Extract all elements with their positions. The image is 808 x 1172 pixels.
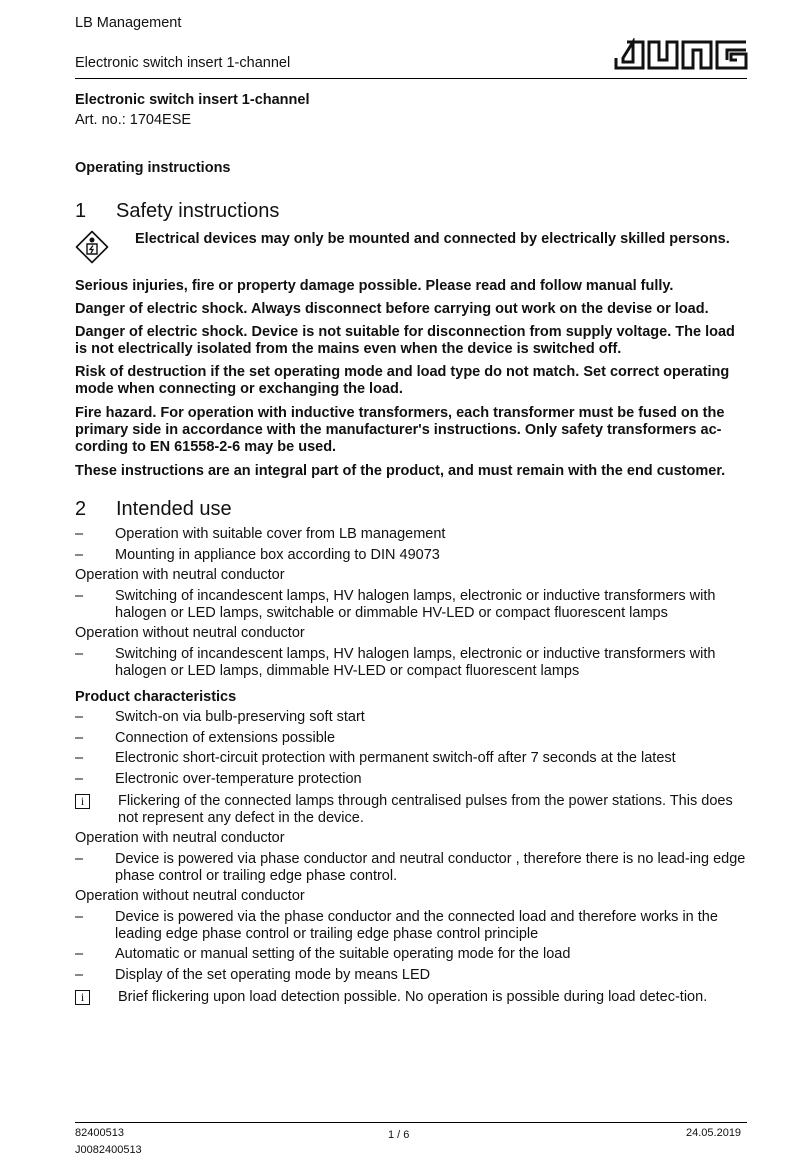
info-icon: i bbox=[75, 990, 90, 1005]
header-subtitle: Electronic switch insert 1-channel bbox=[75, 55, 291, 71]
safety-paragraph-2: Danger of electric shock. Always disconnect before carrying out work on the devise or load. bbox=[75, 301, 709, 317]
footer-date: 24.05.2019 bbox=[686, 1127, 742, 1139]
header-rule bbox=[75, 78, 747, 79]
logo-text: JUNG bbox=[613, 38, 616, 39]
subheading-with-neutral-2: Operation with neutral conductor bbox=[75, 830, 285, 846]
safety-paragraph-5: Fire hazard. For operation with inductive transformers, each transformer must be fused on the primary side in accordance with the manufacturer's instructions. Only safety transformers ac-cording to EN 61558-2-6 may be used. bbox=[75, 405, 725, 455]
footer-rule bbox=[75, 1122, 747, 1123]
section-1-heading bbox=[75, 200, 279, 223]
section-2-heading bbox=[75, 498, 232, 521]
list-item: – Switching of incandescent lamps, HV halogen lamps, electronic or inductive transformers with halogen or LED lamps, switchable or dimmable HV-LED or compact fluorescent lamps bbox=[75, 587, 716, 621]
jung-logo bbox=[613, 38, 749, 72]
product-characteristics-heading: Product characteristics bbox=[75, 688, 237, 705]
list-item: – Electronic short-circuit protection with permanent switch-off after 7 seconds at the latest bbox=[75, 750, 676, 766]
list-item: – Device is powered via phase conductor and neutral conductor , therefore there is no lead-ing edge phase control or trailing edge phase control. bbox=[75, 850, 746, 884]
article-number: Art. no.: 1704ESE bbox=[75, 112, 192, 128]
info-note-1: i Flickering of the connected lamps through centralised pulses from the power stations. This does not represent any defect in the device. bbox=[75, 793, 755, 827]
list-item: – Switch-on via bulb-preserving soft start bbox=[75, 709, 365, 725]
list-item: – Electronic over-temperature protection bbox=[75, 770, 362, 787]
safety-paragraph-4: Risk of destruction if the set operating mode and load type do not match. Set correct operating mode when connecting or exchanging the load. bbox=[75, 364, 730, 397]
footer-code-1: 82400513 bbox=[75, 1127, 124, 1139]
subheading-without-neutral: Operation without neutral conductor bbox=[75, 625, 305, 641]
safety-paragraph-3: Danger of electric shock. Device is not suitable for disconnection from supply voltage. The load is not electrically isolated from the mains even when the device is switched off. bbox=[75, 324, 735, 357]
list-item: – Display of the set operating mode by means LED bbox=[75, 966, 431, 983]
safety-paragraph-6: These instructions are an integral part of the product, and must remain with the end customer. bbox=[75, 463, 726, 479]
list-item: – Mounting in appliance box according to DIN 49073 bbox=[75, 546, 440, 563]
list-item: – Connection of extensions possible bbox=[75, 729, 336, 746]
electrician-warning-icon bbox=[75, 230, 109, 264]
section-1-number: 1 bbox=[75, 200, 87, 222]
operating-instructions: Operating instructions bbox=[75, 160, 231, 176]
subheading-without-neutral-2: Operation without neutral conductor bbox=[75, 888, 305, 904]
section-1-title: Safety instructions bbox=[116, 200, 280, 222]
info-note-2: i Brief flickering upon load detection possible. No operation is possible during load detec-tion. bbox=[75, 989, 755, 1006]
footer-code-2: J0082400513 bbox=[75, 1144, 142, 1156]
list-item: – Switching of incandescent lamps, HV halogen lamps, electronic or inductive transformers with halogen or LED lamps, dimmable HV-LED or compact fluorescent lamps bbox=[75, 645, 716, 679]
list-item: – Automatic or manual setting of the suitable operating mode for the load bbox=[75, 946, 571, 962]
safety-warning: Electrical devices may only be mounted and connected by electrically skilled persons. bbox=[135, 231, 730, 247]
info-icon: i bbox=[75, 794, 90, 809]
section-2-number: 2 bbox=[75, 498, 87, 520]
section-2-title: Intended use bbox=[116, 498, 232, 520]
list-item: – Device is powered via the phase conductor and the connected load and therefore works in the leading edge phase control or trailing edge phase control principle bbox=[75, 908, 718, 942]
brand-line: LB Management bbox=[75, 15, 182, 31]
subheading-with-neutral: Operation with neutral conductor bbox=[75, 567, 285, 583]
safety-paragraph-1: Serious injuries, fire or property damage possible. Please read and follow manual fully. bbox=[75, 278, 674, 294]
list-item: – Operation with suitable cover from LB management bbox=[75, 526, 446, 542]
doc-title: Electronic switch insert 1-channel bbox=[75, 92, 310, 108]
page-number: 1 / 6 bbox=[388, 1129, 410, 1141]
intended-use-content bbox=[75, 526, 755, 1006]
